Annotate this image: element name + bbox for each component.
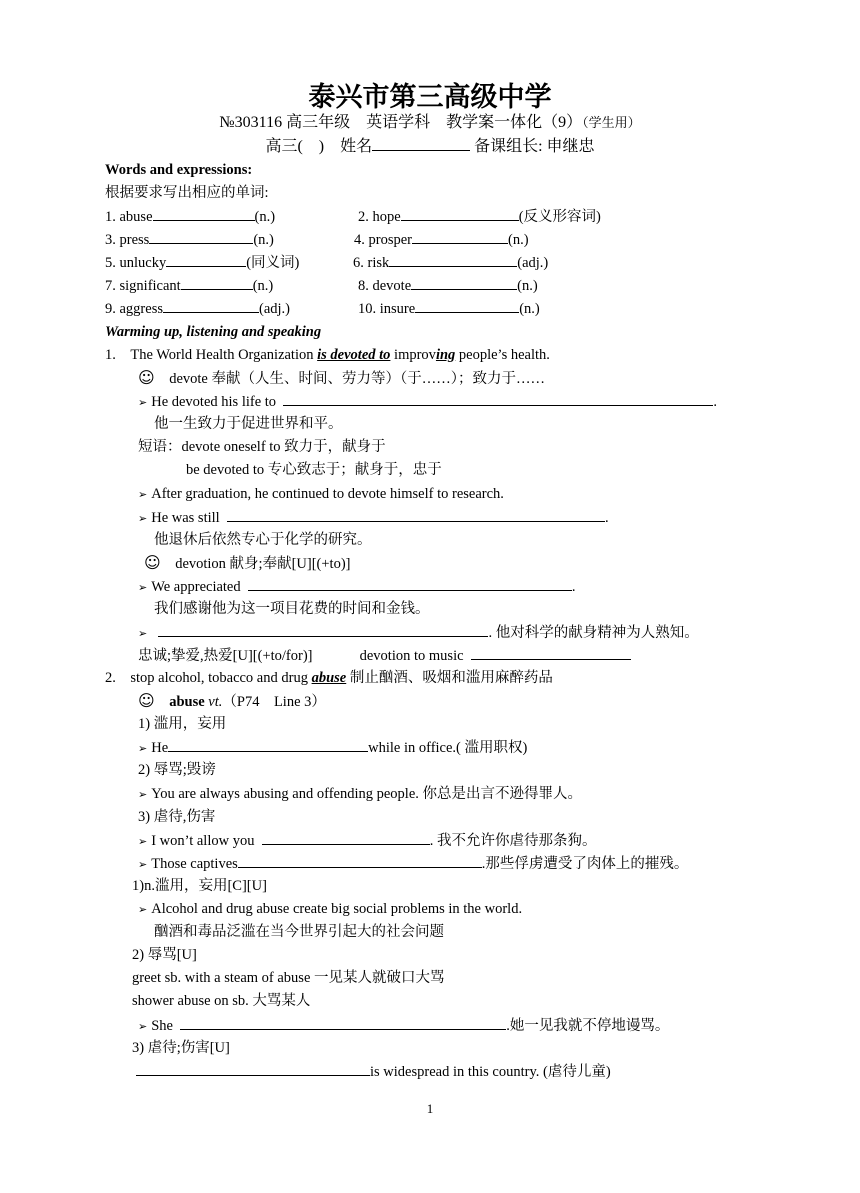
example-line: ➢ After graduation, he continued to devote himself to research. (138, 486, 504, 502)
example-line: ➢ He was still . (138, 507, 609, 529)
example-line: is widespread in this country. (虐待儿童) (136, 1061, 611, 1082)
sense-line: 2) 辱骂;毁谤 (138, 762, 216, 778)
school-title: 泰兴市第三高级中学 (308, 82, 552, 113)
answer-blank[interactable] (412, 229, 508, 244)
answer-blank[interactable] (163, 298, 259, 313)
example-line: ➢ He devoted his life to . (138, 391, 717, 413)
triangle-bullet-icon: ➢ (138, 581, 148, 594)
answer-blank[interactable] (262, 830, 430, 845)
name-blank[interactable] (372, 136, 470, 151)
vocab-item: 2. hope (反义形容词) (358, 206, 601, 227)
example-line: ➢ Those captives .那些俘虏遭受了肉体上的摧残。 (138, 853, 688, 875)
answer-blank[interactable] (401, 206, 519, 221)
vocab-item: 1. abuse (n.) (105, 206, 275, 227)
translation: 他一生致力于促进世界和平。 (154, 416, 343, 432)
triangle-bullet-icon: ➢ (138, 788, 148, 801)
smiley-icon: ☺ (138, 691, 155, 710)
answer-blank[interactable] (153, 206, 255, 221)
sense-line: 2) 辱骂[U] (132, 947, 197, 963)
definition-line: ☺ devotion 献身;奉献[U][(+to)] (144, 553, 351, 572)
meaning-line: 忠诚;挚爱,热爱[U][(+to/for)] devotion to music (138, 645, 631, 666)
sense-line: 1)n.滥用，妄用[C][U] (132, 878, 267, 894)
vocab-item: 9. aggress (adj.) (105, 298, 290, 319)
item-1: 1. The World Health Organization is devoted to improving people’s health. (105, 347, 550, 363)
triangle-bullet-icon: ➢ (138, 903, 148, 916)
triangle-bullet-icon: ➢ (138, 488, 148, 501)
answer-blank[interactable] (181, 275, 253, 290)
sense-line: 3) 虐待;伤害[U] (132, 1040, 230, 1056)
vocab-item: 7. significant (n.) (105, 275, 273, 296)
phrase-line: greet sb. with a steam of abuse 一见某人就破口大骂 (132, 970, 445, 986)
vocab-item: 10. insure (n.) (358, 298, 540, 319)
example-line: ➢ We appreciated . (138, 576, 576, 598)
item-2: 2. stop alcohol, tobacco and drug abuse 制止酗酒、吸烟和滥用麻醉药品 (105, 670, 553, 686)
answer-blank[interactable] (248, 576, 572, 591)
smiley-icon: ☺ (138, 368, 155, 387)
phrase-line: shower abuse on sb. 大骂某人 (132, 993, 311, 1009)
answer-blank[interactable] (180, 1015, 506, 1030)
answer-blank[interactable] (411, 275, 517, 290)
answer-blank[interactable] (471, 645, 631, 660)
triangle-bullet-icon: ➢ (138, 1020, 148, 1033)
example-line: ➢ She .她一见我就不停地谩骂。 (138, 1015, 669, 1037)
example-line: ➢ . 他对科学的献身精神为人熟知。 (138, 622, 699, 644)
sense-line: 1) 滥用，妄用 (138, 716, 227, 732)
translation: 我们感谢他为这一项目花费的时间和金钱。 (154, 601, 430, 617)
example-line: ➢ Alcohol and drug abuse create big social problems in the world. (138, 901, 523, 917)
translation: 酗酒和毒品泛滥在当今世界引起大的社会问题 (154, 924, 444, 940)
example-line: ➢ He while in office.( 滥用职权) (138, 737, 527, 759)
worksheet-subtitle: №303116 高三年级 英语学科 教学案一体化（9）（学生用） (219, 114, 641, 131)
subtitle-note: （学生用） (582, 115, 641, 130)
phrase-line: be devoted to 专心致志于；献身于，忠于 (186, 462, 442, 478)
vocab-instruction: 根据要求写出相应的单词: (105, 185, 269, 201)
student-info-line: 高三( ) 姓名 备课组长: 申继忠 (265, 138, 595, 155)
example-line: ➢ I won’t allow you . 我不允许你虐待那条狗。 (138, 830, 596, 852)
triangle-bullet-icon: ➢ (138, 835, 148, 848)
vocab-item: 4. prosper (n.) (354, 229, 529, 250)
answer-blank[interactable] (168, 737, 368, 752)
vocab-item: 6. risk (adj.) (353, 252, 548, 273)
sense-line: 3) 虐待,伤害 (138, 809, 216, 825)
triangle-bullet-icon: ➢ (138, 858, 148, 871)
vocab-item: 8. devote (n.) (358, 275, 538, 296)
answer-blank[interactable] (238, 853, 482, 868)
page-number: 1 (426, 1101, 434, 1116)
translation: 他退休后依然专心于化学的研究。 (154, 532, 372, 548)
definition-line: ☺ devote 奉献（人生、时间、劳力等）（于……）；致力于…… (138, 368, 545, 387)
answer-blank[interactable] (158, 622, 488, 637)
definition-line: ☺ abuse vt.（P74 Line 3） (138, 691, 326, 710)
triangle-bullet-icon: ➢ (138, 512, 148, 525)
triangle-bullet-icon: ➢ (138, 742, 148, 755)
answer-blank[interactable] (166, 252, 246, 267)
answer-blank[interactable] (283, 391, 713, 406)
vocab-item: 5. unlucky (同义词) (105, 252, 299, 273)
vocab-item: 3. press (n.) (105, 229, 274, 250)
answer-blank[interactable] (415, 298, 519, 313)
example-line: ➢ You are always abusing and offending people. 你总是出言不逊得罪人。 (138, 786, 583, 802)
answer-blank[interactable] (149, 229, 253, 244)
triangle-bullet-icon: ➢ (138, 627, 148, 640)
smiley-icon: ☺ (144, 553, 161, 572)
answer-blank[interactable] (136, 1061, 370, 1076)
answer-blank[interactable] (227, 507, 605, 522)
vocab-heading: Words and expressions: (105, 162, 253, 178)
phrase-line: 短语：devote oneself to 致力于，献身于 (138, 439, 386, 455)
answer-blank[interactable] (389, 252, 517, 267)
triangle-bullet-icon: ➢ (138, 396, 148, 409)
group-leader: 备课组长: 申继忠 (474, 138, 595, 155)
section-heading: Warming up, listening and speaking (105, 324, 322, 340)
